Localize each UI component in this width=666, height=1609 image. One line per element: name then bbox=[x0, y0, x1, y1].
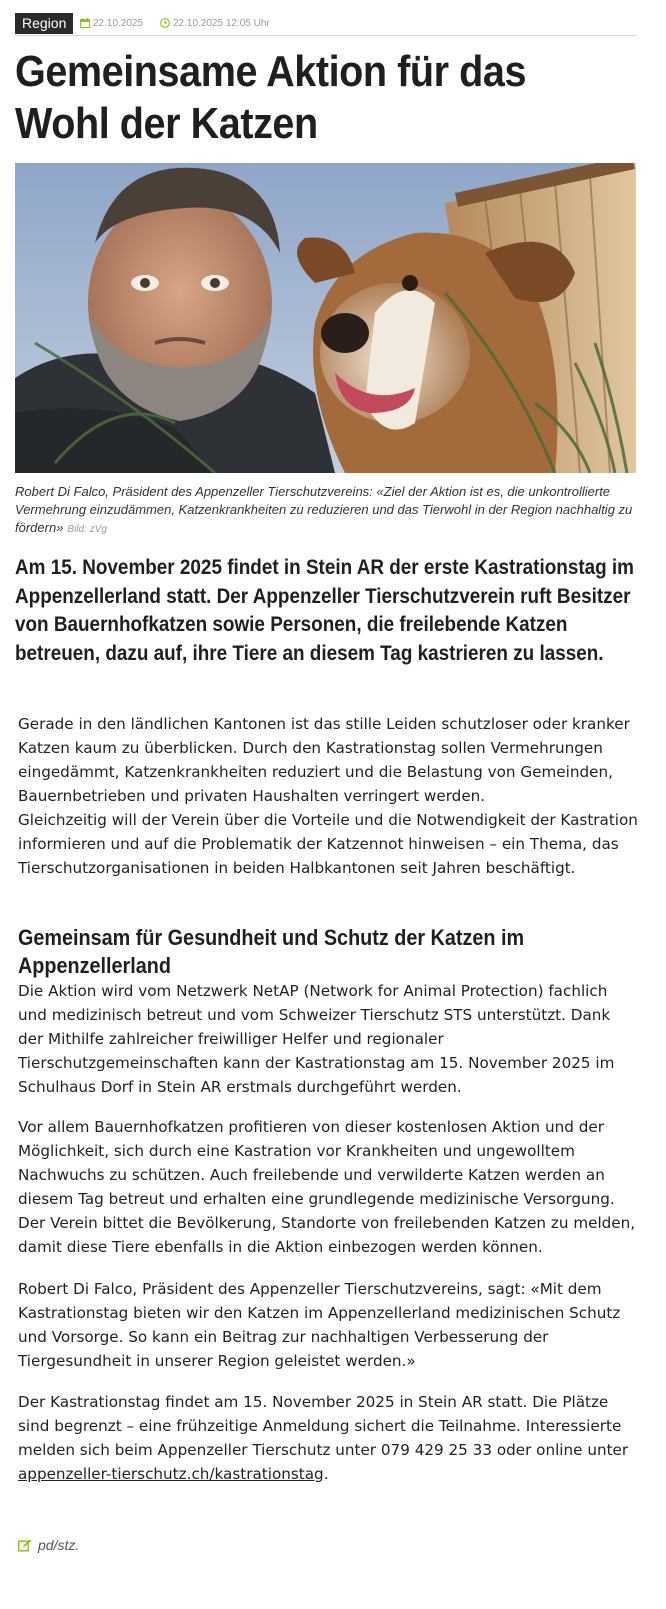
photo-caption bbox=[15, 483, 635, 539]
photo-caption-text: Robert Di Falco, Präsident des Appenzeller Tierschutzvereins: «Ziel der Aktion ist es, die unkontrollierte Vermehrung einzudämmen, Katzenkrankheiten zu reduzieren und das Tierwohl in der Region nachhaltig zu fördern» bbox=[15, 484, 633, 535]
article-lead: Am 15. November 2025 findet in Stein AR der erste Kastrationstag im Appenzellerland statt. Der Appenzeller Tierschutzverein ruft Besitzer von Bauernhofkatzen sowie Personen, die freilebende Katzen betreuen, dazu auf, ihre Tiere an diesem Tag kastrieren zu lassen. bbox=[15, 556, 634, 665]
paragraph-6 bbox=[18, 1390, 638, 1486]
author-text: pd/stz. bbox=[38, 1537, 80, 1553]
article-title: Gemeinsame Aktion für das Wohl der Katzen bbox=[15, 47, 527, 148]
article-meta bbox=[15, 13, 637, 36]
edit-icon bbox=[18, 1539, 32, 1552]
article-photo[interactable] bbox=[15, 163, 636, 473]
publish-date bbox=[80, 17, 143, 31]
clock-icon bbox=[160, 18, 170, 28]
paragraph-2: Gleichzeitig will der Verein über die Vorteile und die Notwendigkeit der Kastration informieren und auf die Problematik der Katzennot hinweisen – ein Thema, das Tierschutzorganisationen in beiden Halbkantonen seit Jahren beschäftigt. bbox=[18, 811, 638, 877]
publish-date-text: 22.10.2025 bbox=[93, 18, 144, 29]
paragraph-3: Die Aktion wird vom Netzwerk NetAP (Network for Animal Protection) fachlich und medizinisch betreut und vom Schweizer Tierschutz STS unterstützt. Dank der Mithilfe zahlreicher freiwilliger Helfer und regionaler Tierschutzgemeinschaften kann der Kastrationstag am 15. November 2025 im Schulhaus Dorf in Stein AR erstmals durchgeführt werden. bbox=[18, 982, 615, 1096]
calendar-icon bbox=[80, 18, 90, 28]
paragraph-6-text: Der Kastrationstag findet am 15. November 2025 in Stein AR statt. Die Plätze sind begrenzt – eine frühzeitige Anmeldung sichert die Teilnahme. Interessierte melden sich beim Appenzeller Tierschutz unter 079 429 25 33 oder online unter bbox=[18, 1393, 629, 1459]
paragraph-4: Vor allem Bauernhofkatzen profitieren von dieser kostenlosen Aktion und der Möglichkeit, sich durch eine Kastration vor Krankheiten und ungewolltem Nachwuchs zu schützen. Auch freilebende und verwilderte Katzen werden an diesem Tag betreut und erhalten eine grundlegende medizinische Versorgung. Der Verein bittet die Bevölkerung, Standorte von freilebenden Katzen zu melden, damit diese Tiere ebenfalls in die Aktion einbezogen werden können. bbox=[18, 1118, 636, 1256]
update-date-text: 22.10.2025 12:05 Uhr bbox=[173, 18, 270, 29]
paragraph-1: Gerade in den ländlichen Kantonen ist das stille Leiden schutzloser oder kranker Katzen kaum zu überblicken. Durch den Kastrationstag sollen Vermehrungen eingedämmt, Katzenkrankheiten reduziert und die Belastung von Gemeinden, Bauernbetrieben und privaten Haushalten verringert werden. bbox=[18, 715, 630, 805]
category-badge[interactable]: Region bbox=[15, 13, 73, 34]
section-heading: Gemeinsam für Gesundheit und Schutz der Katzen im Appenzellerland bbox=[18, 925, 525, 978]
update-date bbox=[160, 17, 270, 31]
paragraph-6-end: . bbox=[323, 1465, 329, 1483]
article-author bbox=[18, 1536, 79, 1554]
photo-man-and-dog bbox=[15, 163, 636, 473]
registration-link[interactable]: appenzeller-tierschutz.ch/kastrationstag bbox=[18, 1465, 324, 1483]
paragraph-5: Robert Di Falco, Präsident des Appenzeller Tierschutzvereins, sagt: «Mit dem Kastrationstag bieten wir den Katzen im Appenzellerland medizinischen Schutz und Vorsorge. So kann ein Beitrag zur nachhaltigen Verbesserung der Tiergesundheit in unserer Region geleistet werden.» bbox=[18, 1280, 621, 1370]
photo-credit: Bild: zVg bbox=[67, 524, 107, 535]
